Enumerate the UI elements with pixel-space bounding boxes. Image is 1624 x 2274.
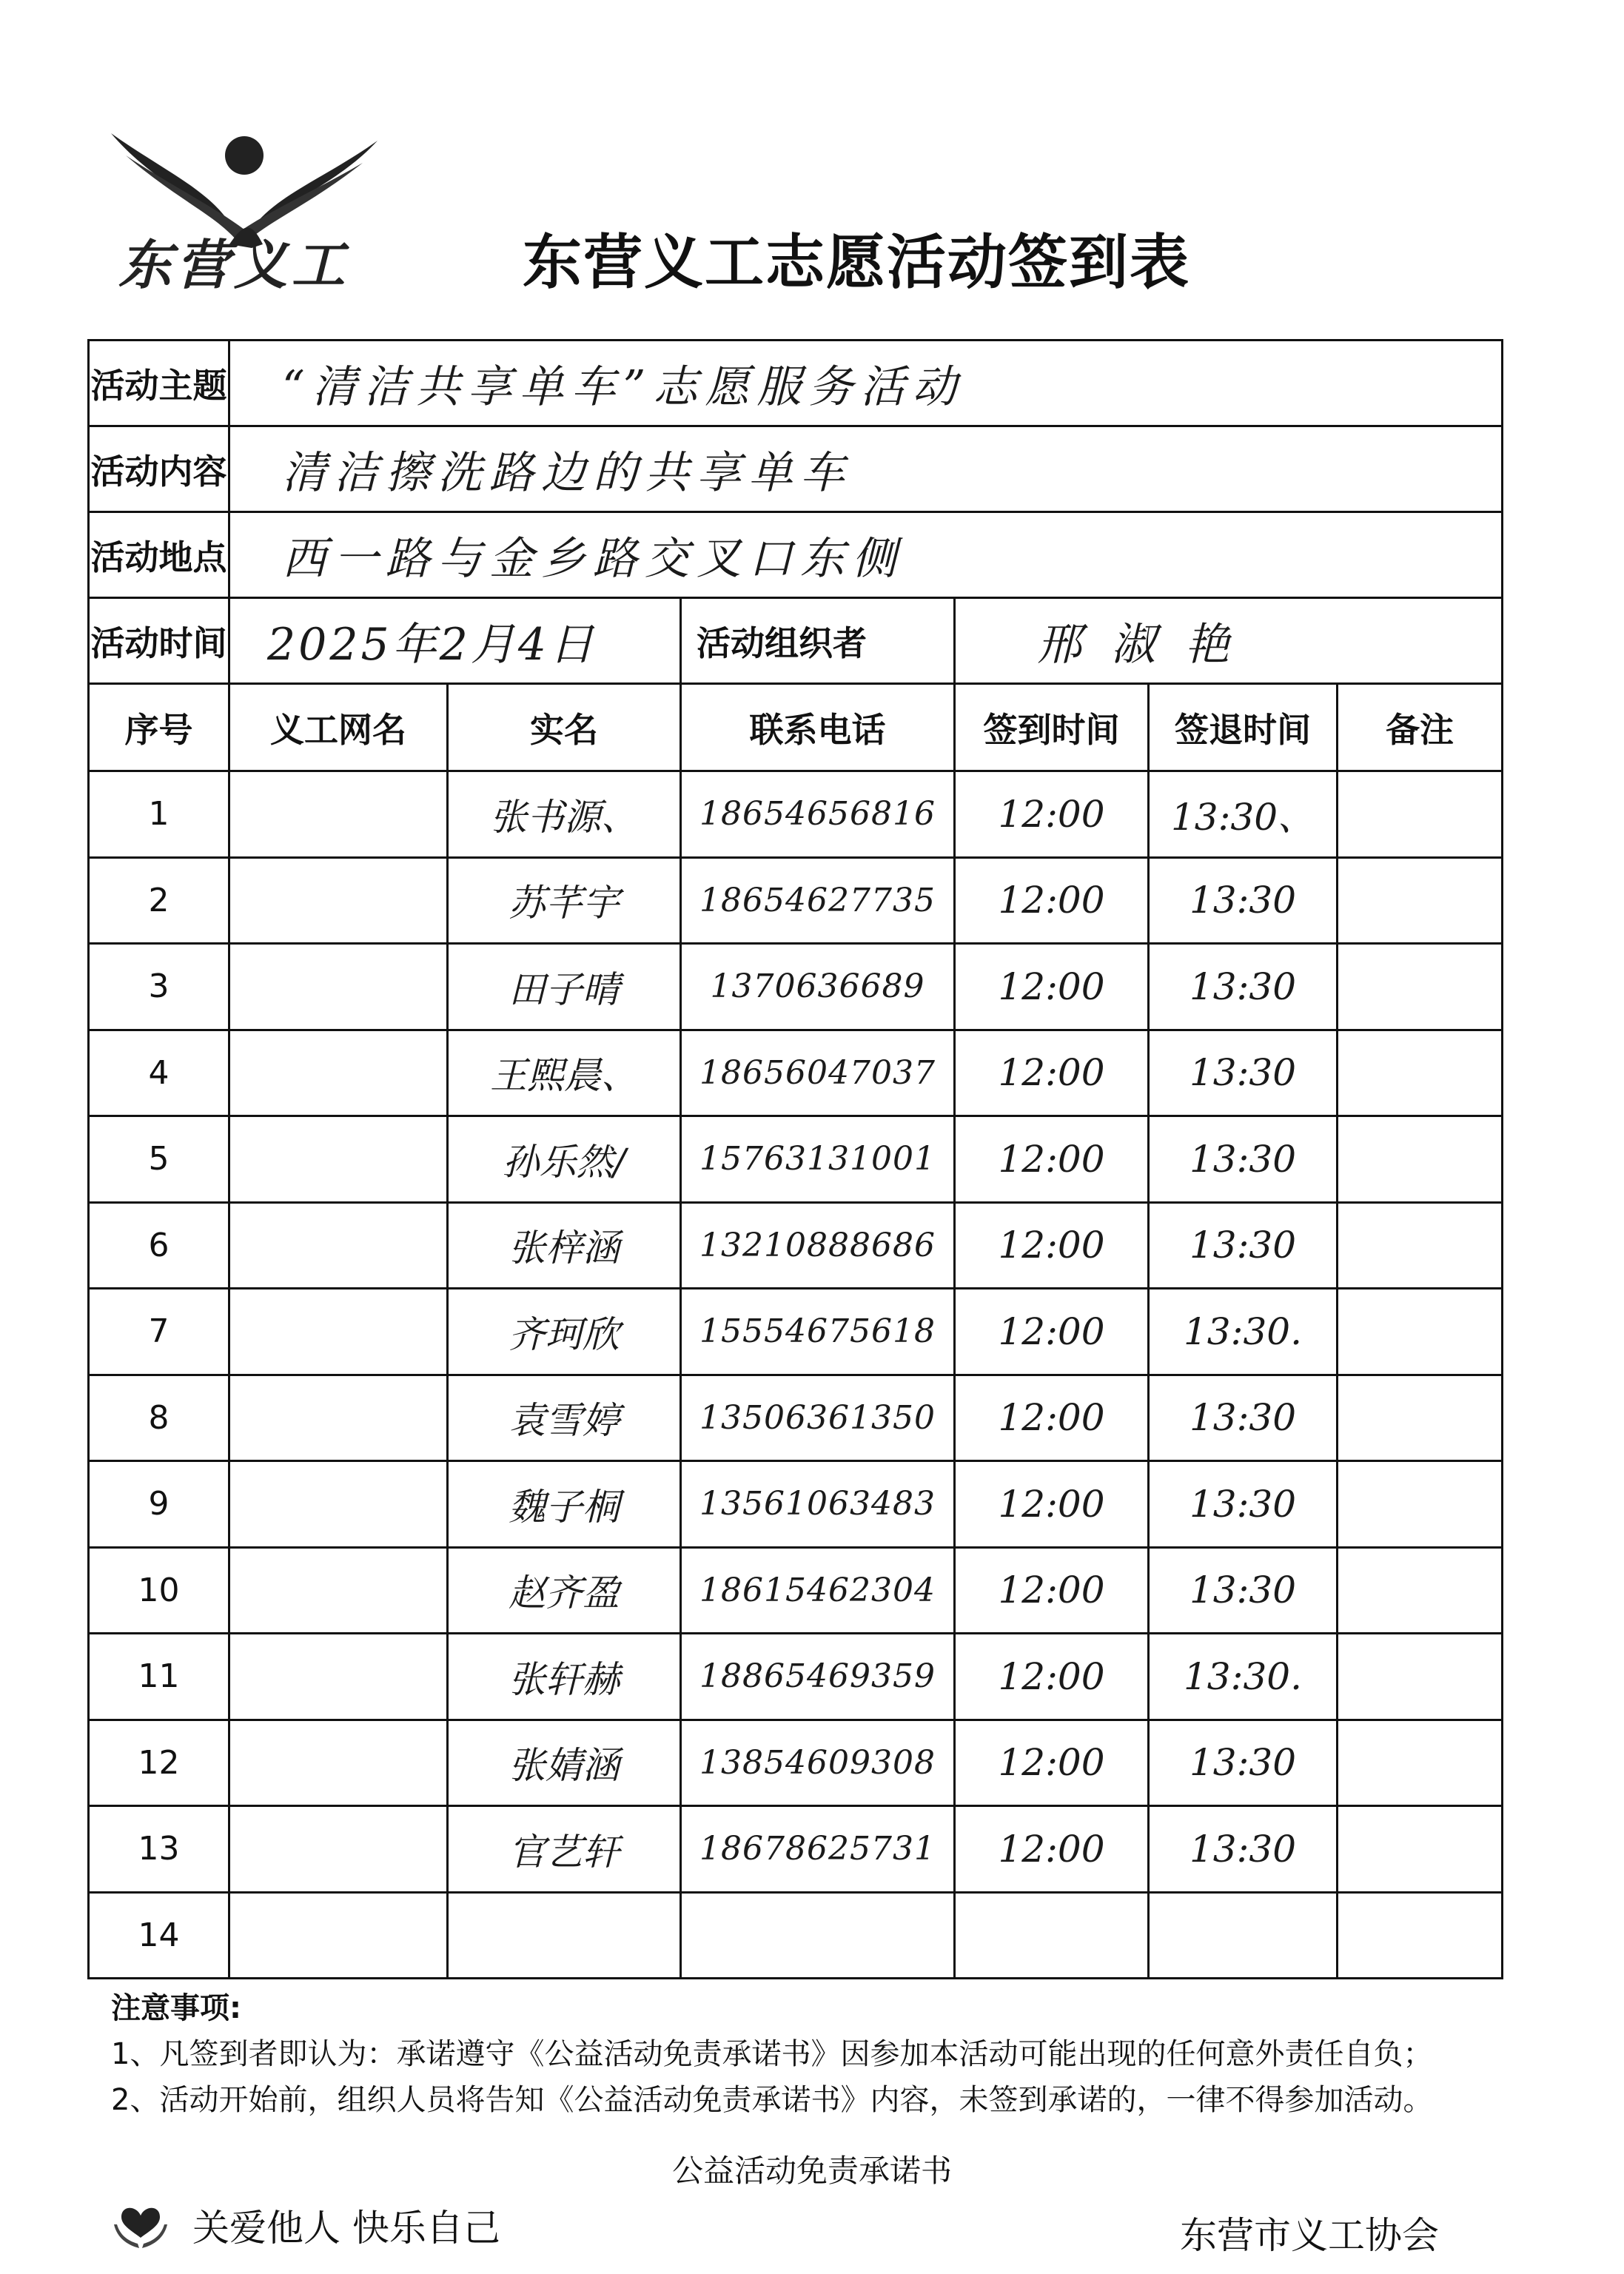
table-row <box>89 1892 1503 1979</box>
real-name-cell: 田子晴 <box>448 944 681 1030</box>
sign-out-time-cell: 13:30 <box>1149 1202 1338 1289</box>
note-cell <box>1338 1806 1503 1893</box>
sign-in-time-cell: 12:00 <box>955 857 1149 944</box>
real-name-cell <box>448 1892 681 1979</box>
table-row <box>89 1202 1503 1289</box>
table-row <box>89 1720 1503 1806</box>
row-number: 4 <box>89 1030 229 1116</box>
phone-cell <box>681 1892 955 1979</box>
sign-out-time-cell: 13:30 <box>1149 944 1338 1030</box>
nickname-cell <box>229 1634 448 1720</box>
real-name-cell: 张婧涵 <box>448 1720 681 1806</box>
notes-item-1: 1、凡签到者即认为：承诺遵守《公益活动免责承诺书》因参加本活动可能出现的任何意外责任自负； <box>111 2037 1433 2071</box>
sign-in-time-cell: 12:00 <box>955 944 1149 1030</box>
sign-in-time-cell: 12:00 <box>955 1547 1149 1634</box>
col-header-sign-out: 签退时间 <box>1149 684 1338 771</box>
note-cell <box>1338 1634 1503 1720</box>
nickname-cell <box>229 1892 448 1979</box>
real-name-cell: 张梓涵 <box>448 1202 681 1289</box>
rows-body <box>89 771 1503 1979</box>
info-row-time <box>89 598 1503 684</box>
col-header-no: 序号 <box>89 684 229 771</box>
table-row <box>89 1375 1503 1461</box>
note-cell <box>1338 1461 1503 1548</box>
nickname-cell <box>229 1289 448 1375</box>
sign-in-time-cell: 12:00 <box>955 1806 1149 1893</box>
phone-cell: 13561063483 <box>681 1461 955 1548</box>
table-row <box>89 1634 1503 1720</box>
row-number: 5 <box>89 1116 229 1203</box>
sign-out-time-cell: 13:30 <box>1149 1116 1338 1203</box>
sign-out-time-cell: 13:30 <box>1149 1461 1338 1548</box>
row-number: 3 <box>89 944 229 1030</box>
table-row <box>89 1030 1503 1116</box>
sign-out-time-cell: 13:30. <box>1149 1289 1338 1375</box>
nickname-cell <box>229 1030 448 1116</box>
info-row-location <box>89 512 1503 598</box>
note-cell <box>1338 771 1503 858</box>
nickname-cell <box>229 944 448 1030</box>
note-cell <box>1338 1030 1503 1116</box>
real-name-cell: 赵齐盈 <box>448 1547 681 1634</box>
col-header-note: 备注 <box>1338 684 1503 771</box>
real-name-cell: 齐珂欣 <box>448 1289 681 1375</box>
phone-cell: 13506361350 <box>681 1375 955 1461</box>
notes-section <box>111 1985 1547 2123</box>
sign-in-time-cell: 12:00 <box>955 1289 1149 1375</box>
table-row <box>89 857 1503 944</box>
row-number: 12 <box>89 1720 229 1806</box>
location-value: 西一路与金乡路交叉口东侧 <box>229 512 1503 598</box>
table-row <box>89 944 1503 1030</box>
disclaimer-doc-name: 公益活动免责承诺书 <box>671 2153 952 2189</box>
phone-cell: 1370636689 <box>681 944 955 1030</box>
time-value: 2025年2月4日 <box>229 598 681 684</box>
slogan: 关爱他人 快乐自己 <box>192 2207 500 2250</box>
nickname-cell <box>229 1720 448 1806</box>
real-name-cell: 袁雪婷 <box>448 1375 681 1461</box>
notes-title: 注意事项: <box>111 1991 241 2025</box>
note-cell <box>1338 944 1503 1030</box>
row-number: 9 <box>89 1461 229 1548</box>
location-label: 活动地点 <box>89 512 229 598</box>
table-row <box>89 1547 1503 1634</box>
nickname-cell <box>229 1375 448 1461</box>
real-name-cell: 官艺轩 <box>448 1806 681 1893</box>
sign-out-time-cell: 13:30 <box>1149 1720 1338 1806</box>
sign-out-time-cell: 13:30 <box>1149 1030 1338 1116</box>
col-header-name: 实名 <box>448 684 681 771</box>
sign-out-time-cell: 13:30 <box>1149 1806 1338 1893</box>
nickname-cell <box>229 1547 448 1634</box>
table-row <box>89 1461 1503 1548</box>
row-number: 8 <box>89 1375 229 1461</box>
col-header-phone: 联系电话 <box>681 684 955 771</box>
sign-out-time-cell: 13:30 <box>1149 857 1338 944</box>
real-name-cell: 张书源、 <box>448 771 681 858</box>
sign-out-time-cell <box>1149 1892 1338 1979</box>
time-label: 活动时间 <box>89 598 229 684</box>
sign-in-time-cell <box>955 1892 1149 1979</box>
content-value: 清洁擦洗路边的共享单车 <box>229 426 1503 512</box>
sign-in-time-cell: 12:00 <box>955 1116 1149 1203</box>
table-row <box>89 1289 1503 1375</box>
sign-in-time-cell: 12:00 <box>955 1720 1149 1806</box>
sign-in-time-cell: 12:00 <box>955 771 1149 858</box>
phone-cell: 18656047037 <box>681 1030 955 1116</box>
info-row-content <box>89 426 1503 512</box>
column-header-row <box>89 684 1503 771</box>
real-name-cell: 魏子桐 <box>448 1461 681 1548</box>
sign-out-time-cell: 13:30. <box>1149 1634 1338 1720</box>
col-header-sign-in: 签到时间 <box>955 684 1149 771</box>
nickname-cell <box>229 857 448 944</box>
nickname-cell <box>229 1806 448 1893</box>
nickname-cell <box>229 1202 448 1289</box>
row-number: 1 <box>89 771 229 858</box>
nickname-cell <box>229 1461 448 1548</box>
row-number: 13 <box>89 1806 229 1893</box>
phone-cell: 18678625731 <box>681 1806 955 1893</box>
footer-slogan-group <box>111 2198 500 2252</box>
sign-in-table <box>87 339 1503 1979</box>
row-number: 6 <box>89 1202 229 1289</box>
nickname-cell <box>229 1116 448 1203</box>
note-cell <box>1338 1116 1503 1203</box>
organizer-label: 活动组织者 <box>681 598 955 684</box>
real-name-cell: 王熙晨、 <box>448 1030 681 1116</box>
sign-out-time-cell: 13:30、 <box>1149 771 1338 858</box>
phone-cell: 18654627735 <box>681 857 955 944</box>
sign-in-time-cell: 12:00 <box>955 1375 1149 1461</box>
sign-out-time-cell: 13:30 <box>1149 1547 1338 1634</box>
sign-in-time-cell: 12:00 <box>955 1461 1149 1548</box>
note-cell <box>1338 857 1503 944</box>
note-cell <box>1338 1289 1503 1375</box>
nickname-cell <box>229 771 448 858</box>
real-name-cell: 苏芊宇 <box>448 857 681 944</box>
note-cell <box>1338 1547 1503 1634</box>
phone-cell: 13210888686 <box>681 1202 955 1289</box>
theme-value: “清洁共享单车”志愿服务活动 <box>229 341 1503 426</box>
sign-in-time-cell: 12:00 <box>955 1634 1149 1720</box>
content-label: 活动内容 <box>89 426 229 512</box>
real-name-cell: 孙乐然/ <box>448 1116 681 1203</box>
note-cell <box>1338 1720 1503 1806</box>
note-cell <box>1338 1202 1503 1289</box>
col-header-nickname: 义工网名 <box>229 684 448 771</box>
organizer-value: 邢淑艳 <box>955 598 1503 684</box>
sign-out-time-cell: 13:30 <box>1149 1375 1338 1461</box>
real-name-cell: 张轩赫 <box>448 1634 681 1720</box>
row-number: 11 <box>89 1634 229 1720</box>
row-number: 10 <box>89 1547 229 1634</box>
note-cell <box>1338 1375 1503 1461</box>
phone-cell: 18865469359 <box>681 1634 955 1720</box>
table-row <box>89 1806 1503 1893</box>
theme-label: 活动主题 <box>89 341 229 426</box>
info-row-theme <box>89 341 1503 426</box>
logo-text: 东营义工 <box>118 233 350 296</box>
heart-hands-icon <box>111 2199 170 2251</box>
sign-in-time-cell: 12:00 <box>955 1202 1149 1289</box>
notes-item-2: 2、活动开始前，组织人员将告知《公益活动免责承诺书》内容，未签到承诺的，一律不得参加活动。 <box>111 2083 1433 2117</box>
phone-cell: 15763131001 <box>681 1116 955 1203</box>
row-number: 2 <box>89 857 229 944</box>
row-number: 14 <box>89 1892 229 1979</box>
note-cell <box>1338 1892 1503 1979</box>
row-number: 7 <box>89 1289 229 1375</box>
phone-cell: 15554675618 <box>681 1289 955 1375</box>
org-name: 东营市义工协会 <box>1180 2214 1439 2257</box>
sign-in-time-cell: 12:00 <box>955 1030 1149 1116</box>
table-row <box>89 1116 1503 1203</box>
table-row <box>89 771 1503 858</box>
phone-cell: 13854609308 <box>681 1720 955 1806</box>
phone-cell: 18615462304 <box>681 1547 955 1634</box>
page-title: 东营义工志愿活动签到表 <box>523 228 1190 297</box>
phone-cell: 18654656816 <box>681 771 955 858</box>
